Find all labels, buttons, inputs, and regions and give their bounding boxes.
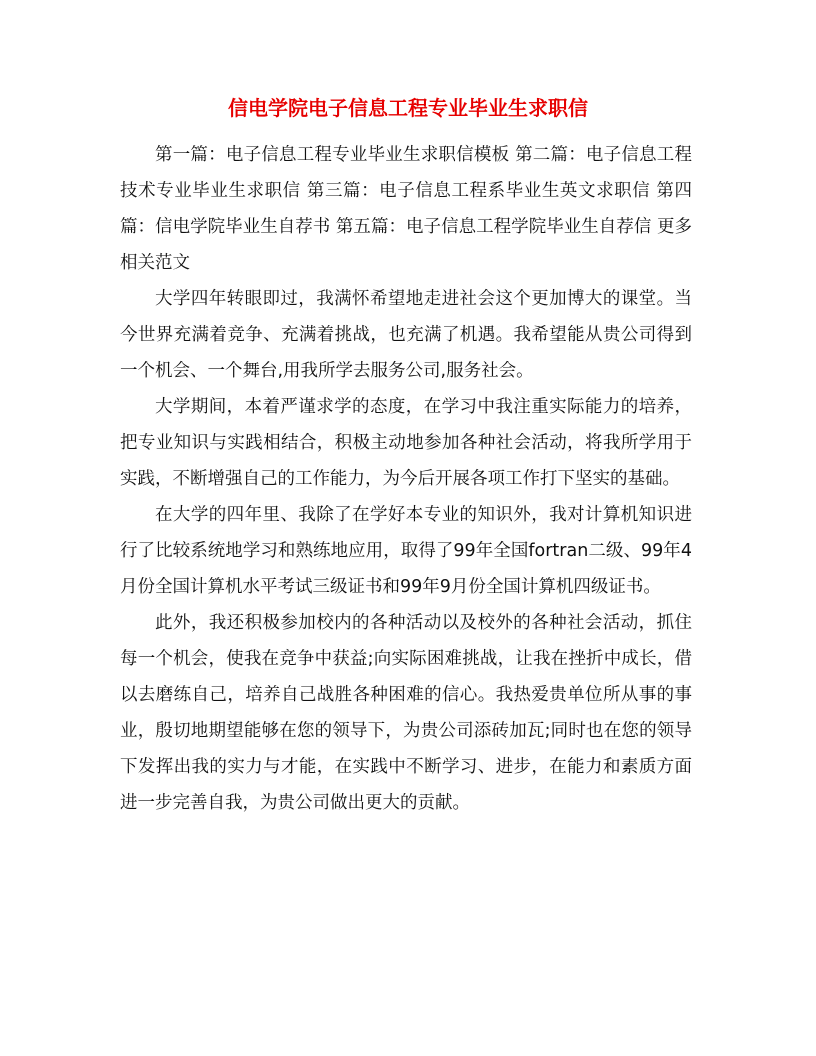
paragraph-university-period: 大学期间，本着严谨求学的态度，在学习中我注重实际能力的培养，把专业知识与实践相结合，积极主动地参加各种社会活动，将我所学用于实践，不断增强自己的工作能力，为今后开展各项工作打下坚实的基础。 xyxy=(120,397,692,489)
paragraph-computer-skills: 在大学的四年里、我除了在学好本专业的知识外，我对计算机知识进行了比较系统地学习和熟练地应用，取得了99年全国fortran二级、99年4月份全国计算机水平考试三级证书和99年9月份全国计算机四级证书。 xyxy=(120,505,692,597)
paragraph-introduction: 大学四年转眼即过，我满怀希望地走进社会这个更加博大的课堂。当今世界充满着竞争、充满着挑战，也充满了机遇。我希望能从贵公司得到一个机会、一个舞台,用我所学去服务公司,服务社会。 xyxy=(120,289,692,381)
paragraph-closing: 此外，我还积极参加校内的各种活动以及校外的各种社会活动，抓住每一个机会，使我在竞争中获益;向实际困难挑战，让我在挫折中成长，借以去磨练自己，培养自己战胜各种困难的信心。我热爱贵单位所从事的事业，殷切地期望能够在您的领导下，为贵公司添砖加瓦;同时也在您的领导下发挥出我的实力与才能，在实践中不断学习、进步，在能力和素质方面进一步完善自我，为贵公司做出更大的贡献。 xyxy=(120,613,692,813)
document-body xyxy=(120,137,692,821)
paragraph-contents-list: 第一篇：电子信息工程专业毕业生求职信模板 第二篇：电子信息工程技术专业毕业生求职信 第三篇：电子信息工程系毕业生英文求职信 第四篇：信电学院毕业生自荐书 第五篇：电子信息工程学院毕业生自荐信 更多相关范文 xyxy=(120,145,692,273)
document-title: 信电学院电子信息工程专业毕业生求职信 xyxy=(228,96,588,120)
